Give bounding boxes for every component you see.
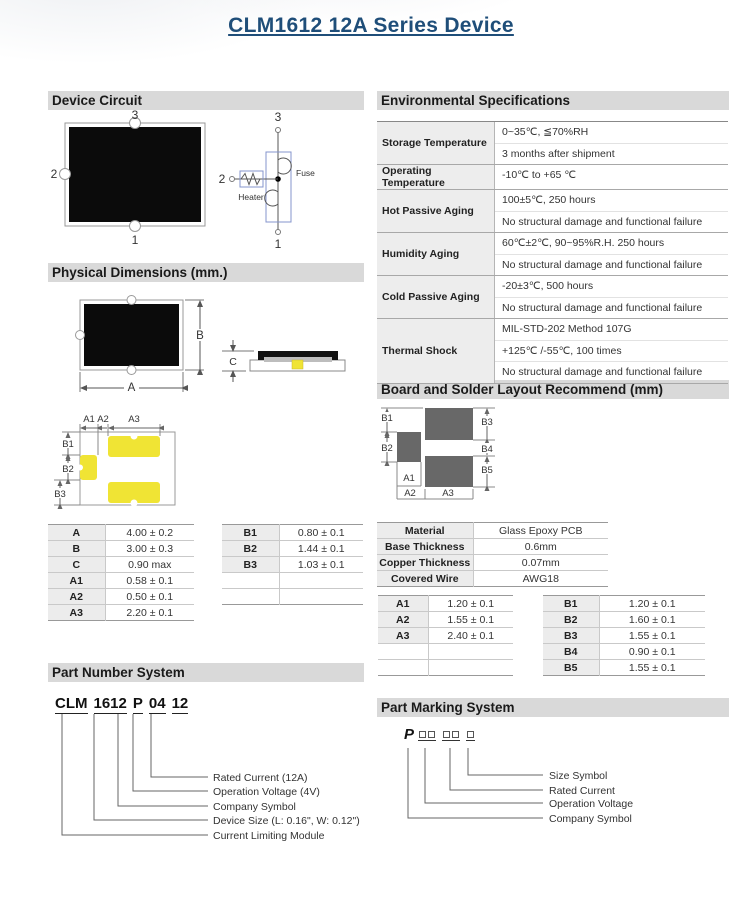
dims-table-left <box>48 524 194 621</box>
footprint-diagram <box>48 405 208 520</box>
spec-value-line: +125℃ /-55℃, 100 times <box>495 341 728 363</box>
table-row: B 3.00 ± 0.3 <box>48 541 194 557</box>
table-row: B1 0.80 ± 0.1 <box>222 525 363 541</box>
spec-label: Hot Passive Aging <box>377 190 495 232</box>
table-row: Covered Wire AWG18 <box>377 571 608 587</box>
table-row <box>377 276 728 319</box>
pn-segment-current: 12 <box>171 695 189 712</box>
pn-label-rated-current: Rated Current (12A) <box>213 772 308 784</box>
pm-group-current <box>442 731 460 741</box>
pm-label-rated-current: Rated Current <box>549 785 615 797</box>
pm-label-operation-voltage: Operation Voltage <box>549 798 634 810</box>
table-row: B2 1.60 ± 0.1 <box>543 612 705 628</box>
section-heading-part-number: Part Number System <box>48 663 364 682</box>
table-row: B3 1.55 ± 0.1 <box>543 628 705 644</box>
marking-box <box>467 731 474 738</box>
footprint-b2: B2 <box>62 464 74 475</box>
footprint-a3: A3 <box>128 414 140 425</box>
pn-segment-size: 1612 <box>93 695 127 712</box>
board-a3: A3 <box>442 488 454 499</box>
pin-label-2: 2 <box>50 167 58 181</box>
table-row: A2 0.50 ± 0.1 <box>48 589 194 605</box>
table-row: B3 1.03 ± 0.1 <box>222 557 363 573</box>
device-circuit-diagram <box>48 110 338 260</box>
part-marking-tree <box>377 746 728 828</box>
spec-value-line: 3 months after shipment <box>502 147 615 160</box>
table-row: Base Thickness 0.6mm <box>377 539 608 555</box>
spec-value-line: 100±5℃, 250 hours <box>495 190 728 212</box>
pm-prefix: P <box>404 726 415 743</box>
schematic-pin-2: 2 <box>218 172 226 186</box>
spec-value-line: MIL-STD-202 Method 107G <box>495 319 728 341</box>
part-number-code <box>55 695 194 712</box>
table-row <box>377 233 728 276</box>
section-heading-physical-dimensions: Physical Dimensions (mm.) <box>48 263 364 282</box>
table-row: A2 1.55 ± 0.1 <box>378 612 513 628</box>
pm-label-size-symbol: Size Symbol <box>549 770 608 782</box>
table-row: A3 2.20 ± 0.1 <box>48 605 194 621</box>
board-a1: A1 <box>403 473 415 484</box>
board-b4: B4 <box>481 444 493 455</box>
spec-label: Humidity Aging <box>377 233 495 275</box>
table-row <box>378 660 513 676</box>
pn-label-operation-voltage: Operation Voltage (4V) <box>213 786 320 798</box>
spec-label: Cold Passive Aging <box>377 276 495 318</box>
table-row <box>222 573 363 589</box>
table-row: Copper Thickness 0.07mm <box>377 555 608 571</box>
pn-label-company-symbol: Company Symbol <box>213 801 296 813</box>
package-side-view <box>222 340 345 382</box>
table-row: B2 1.44 ± 0.1 <box>222 541 363 557</box>
table-row <box>377 319 728 384</box>
pm-label-company-symbol: Company Symbol <box>549 813 632 825</box>
spec-value-line: No structural damage and functional failure <box>502 258 703 271</box>
marking-box <box>419 731 426 738</box>
pn-segment-voltage: 04 <box>148 695 166 712</box>
board-b2: B2 <box>381 443 393 454</box>
footprint-b1: B1 <box>62 439 74 450</box>
dims-table-right <box>222 524 363 605</box>
fuse-label: Fuse <box>296 168 315 178</box>
spec-value-line: -10℃ to +65 ℃ <box>502 169 577 181</box>
pn-segment-company: P <box>132 695 143 712</box>
table-row: B1 1.20 ± 0.1 <box>543 596 705 612</box>
pm-group-size <box>466 731 475 741</box>
page-title: CLM1612 12A Series Device <box>228 14 514 37</box>
part-marking-code <box>404 728 481 741</box>
pn-label-device-size: Device Size (L: 0.16", W: 0.12") <box>213 815 360 827</box>
environmental-table <box>377 121 728 384</box>
section-heading-board-layout: Board and Solder Layout Recommend (mm) <box>377 380 729 399</box>
board-dims-table-a <box>378 595 513 676</box>
board-b1: B1 <box>381 413 393 424</box>
board-a2: A2 <box>404 488 416 499</box>
footprint-a2: A2 <box>97 414 109 425</box>
section-heading-device-circuit: Device Circuit <box>48 91 364 110</box>
pin-label-1: 1 <box>131 233 139 247</box>
physical-dimensions-diagram <box>48 285 365 397</box>
table-row <box>378 644 513 660</box>
spec-value-line: No structural damage and functional failure <box>502 366 703 378</box>
board-b3: B3 <box>481 417 493 428</box>
footprint-a1: A1 <box>83 414 95 425</box>
spec-value-line: 0~35℃, ≦70%RH <box>495 122 728 144</box>
marking-box <box>428 731 435 738</box>
device-top-view <box>51 110 205 247</box>
spec-value-line: -20±3℃, 500 hours <box>495 276 728 298</box>
section-heading-part-marking: Part Marking System <box>377 698 729 717</box>
table-row: C 0.90 max <box>48 557 194 573</box>
marking-box <box>443 731 450 738</box>
table-row <box>222 589 363 605</box>
table-row: A1 1.20 ± 0.1 <box>378 596 513 612</box>
table-row: A1 0.58 ± 0.1 <box>48 573 194 589</box>
spec-label: Operating Temperature <box>377 165 495 189</box>
pn-segment-prefix: CLM <box>55 695 88 712</box>
pm-group-voltage <box>418 731 436 741</box>
pn-label-current-limiting-module: Current Limiting Module <box>213 830 325 842</box>
table-row <box>377 190 728 233</box>
spec-label: Thermal Shock <box>377 319 495 383</box>
board-dims-table-b <box>543 595 705 676</box>
section-heading-environmental: Environmental Specifications <box>377 91 729 110</box>
table-row: B5 1.55 ± 0.1 <box>543 660 705 676</box>
schematic-pin-3: 3 <box>274 110 282 124</box>
schematic-pin-1: 1 <box>274 237 282 251</box>
table-row: Material Glass Epoxy PCB <box>377 523 608 539</box>
heater-label: Heater <box>238 192 264 202</box>
dim-label-a: A <box>127 382 136 394</box>
spec-value-line: No structural damage and functional failure <box>502 301 703 314</box>
table-row <box>377 122 728 165</box>
dim-label-c: C <box>229 356 237 368</box>
spec-label: Storage Temperature <box>377 122 495 164</box>
table-row: A 4.00 ± 0.2 <box>48 525 194 541</box>
part-number-tree <box>48 712 365 844</box>
dim-label-b: B <box>196 330 204 342</box>
table-row <box>377 165 728 190</box>
material-table <box>377 522 608 587</box>
marking-box <box>452 731 459 738</box>
pin-label-3: 3 <box>131 110 139 122</box>
footprint-b3: B3 <box>54 489 66 500</box>
device-schematic <box>219 110 316 251</box>
spec-value-line: No structural damage and functional failure <box>502 215 703 228</box>
table-row: A3 2.40 ± 0.1 <box>378 628 513 644</box>
board-layout-diagram <box>377 402 537 506</box>
table-row: B4 0.90 ± 0.1 <box>543 644 705 660</box>
board-b5: B5 <box>481 465 493 476</box>
spec-value-line: 60℃±2℃, 90~95%R.H. 250 hours <box>495 233 728 255</box>
package-top-view <box>76 296 208 395</box>
